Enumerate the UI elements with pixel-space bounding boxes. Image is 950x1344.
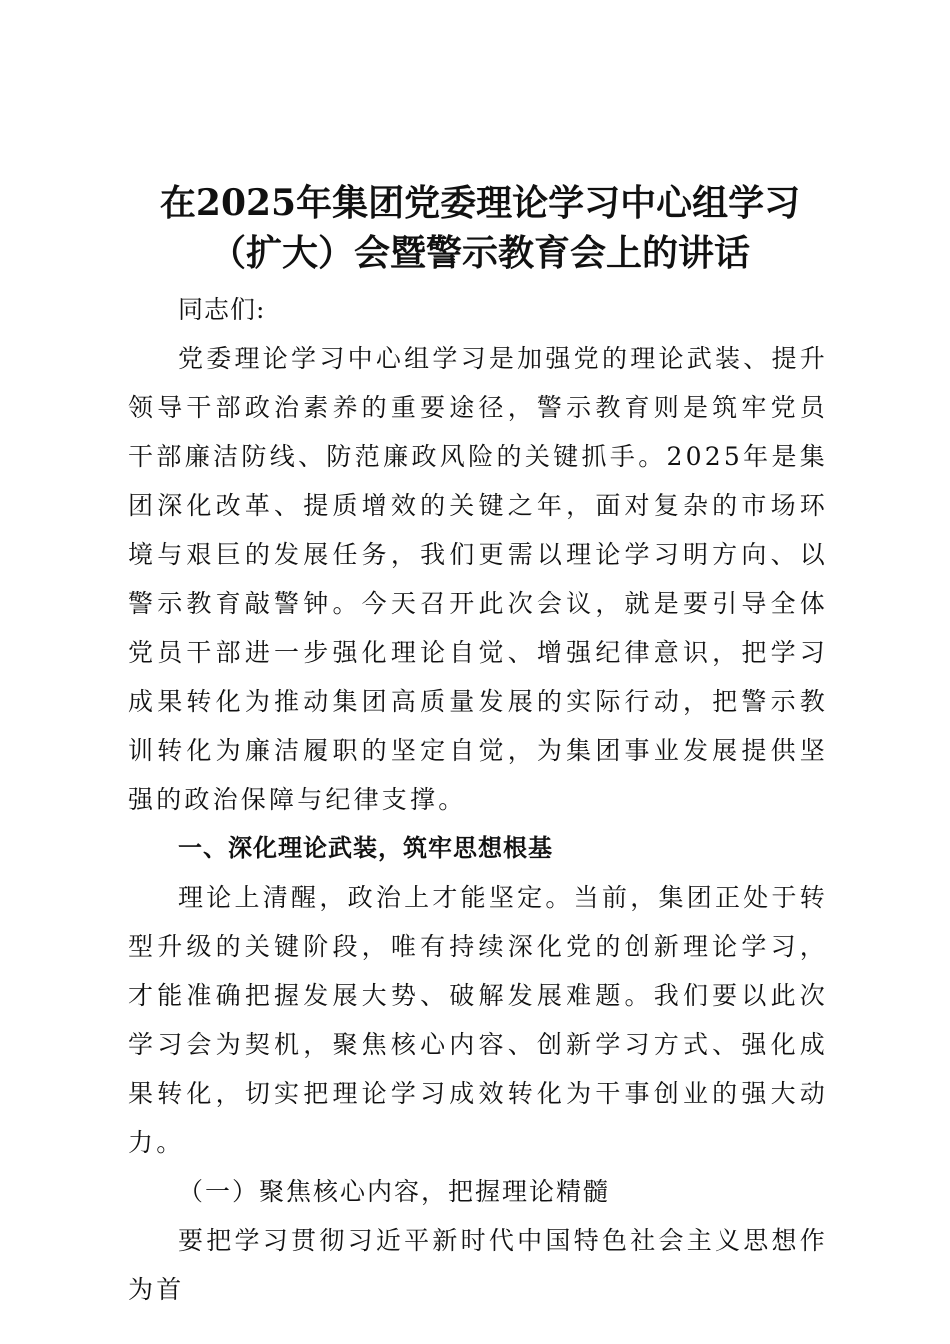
document-body bbox=[128, 285, 828, 1314]
section-1-paragraph: 理论上清醒，政治上才能坚定。当前，集团正处于转型升级的关键阶段，唯有持续深化党的创新理论学习，才能准确把握发展大势、破解发展难题。我们要以此次学习会为契机，聚焦核心内容、创新学习方式、强化成果转化，切实把理论学习成效转化为干事创业的强大动力。 bbox=[128, 883, 828, 1157]
subsection-heading-1: （一）聚焦核心内容，把握理论精髓 bbox=[178, 1177, 611, 1206]
greeting: 同志们: bbox=[178, 295, 266, 324]
section-heading-1: 一、深化理论武装，筑牢思想根基 bbox=[178, 834, 553, 862]
subsection-1-paragraph: 要把学习贯彻习近平新时代中国特色社会主义思想作为首 bbox=[128, 1226, 828, 1304]
intro-paragraph: 党委理论学习中心组学习是加强党的理论武装、提升领导干部政治素养的重要途径，警示教育则是筑牢党员干部廉洁防线、防范廉政风险的关键抓手。2025年是集团深化改革、提质增效的关键之年，面对复杂的市场环境与艰巨的发展任务，我们更需以理论学习明方向、以警示教育敲警钟。今天召开此次会议，就是要引导全体党员干部进一步强化理论自觉、增强纪律意识，把学习成果转化为推动集团高质量发展的实际行动，把警示教训转化为廉洁履职的坚定自觉，为集团事业发展提供坚强的政治保障与纪律支撑。 bbox=[128, 344, 828, 814]
document-title: 在2025年集团党委理论学习中心组学习（扩大）会暨警示教育会上的讲话 bbox=[159, 182, 801, 274]
